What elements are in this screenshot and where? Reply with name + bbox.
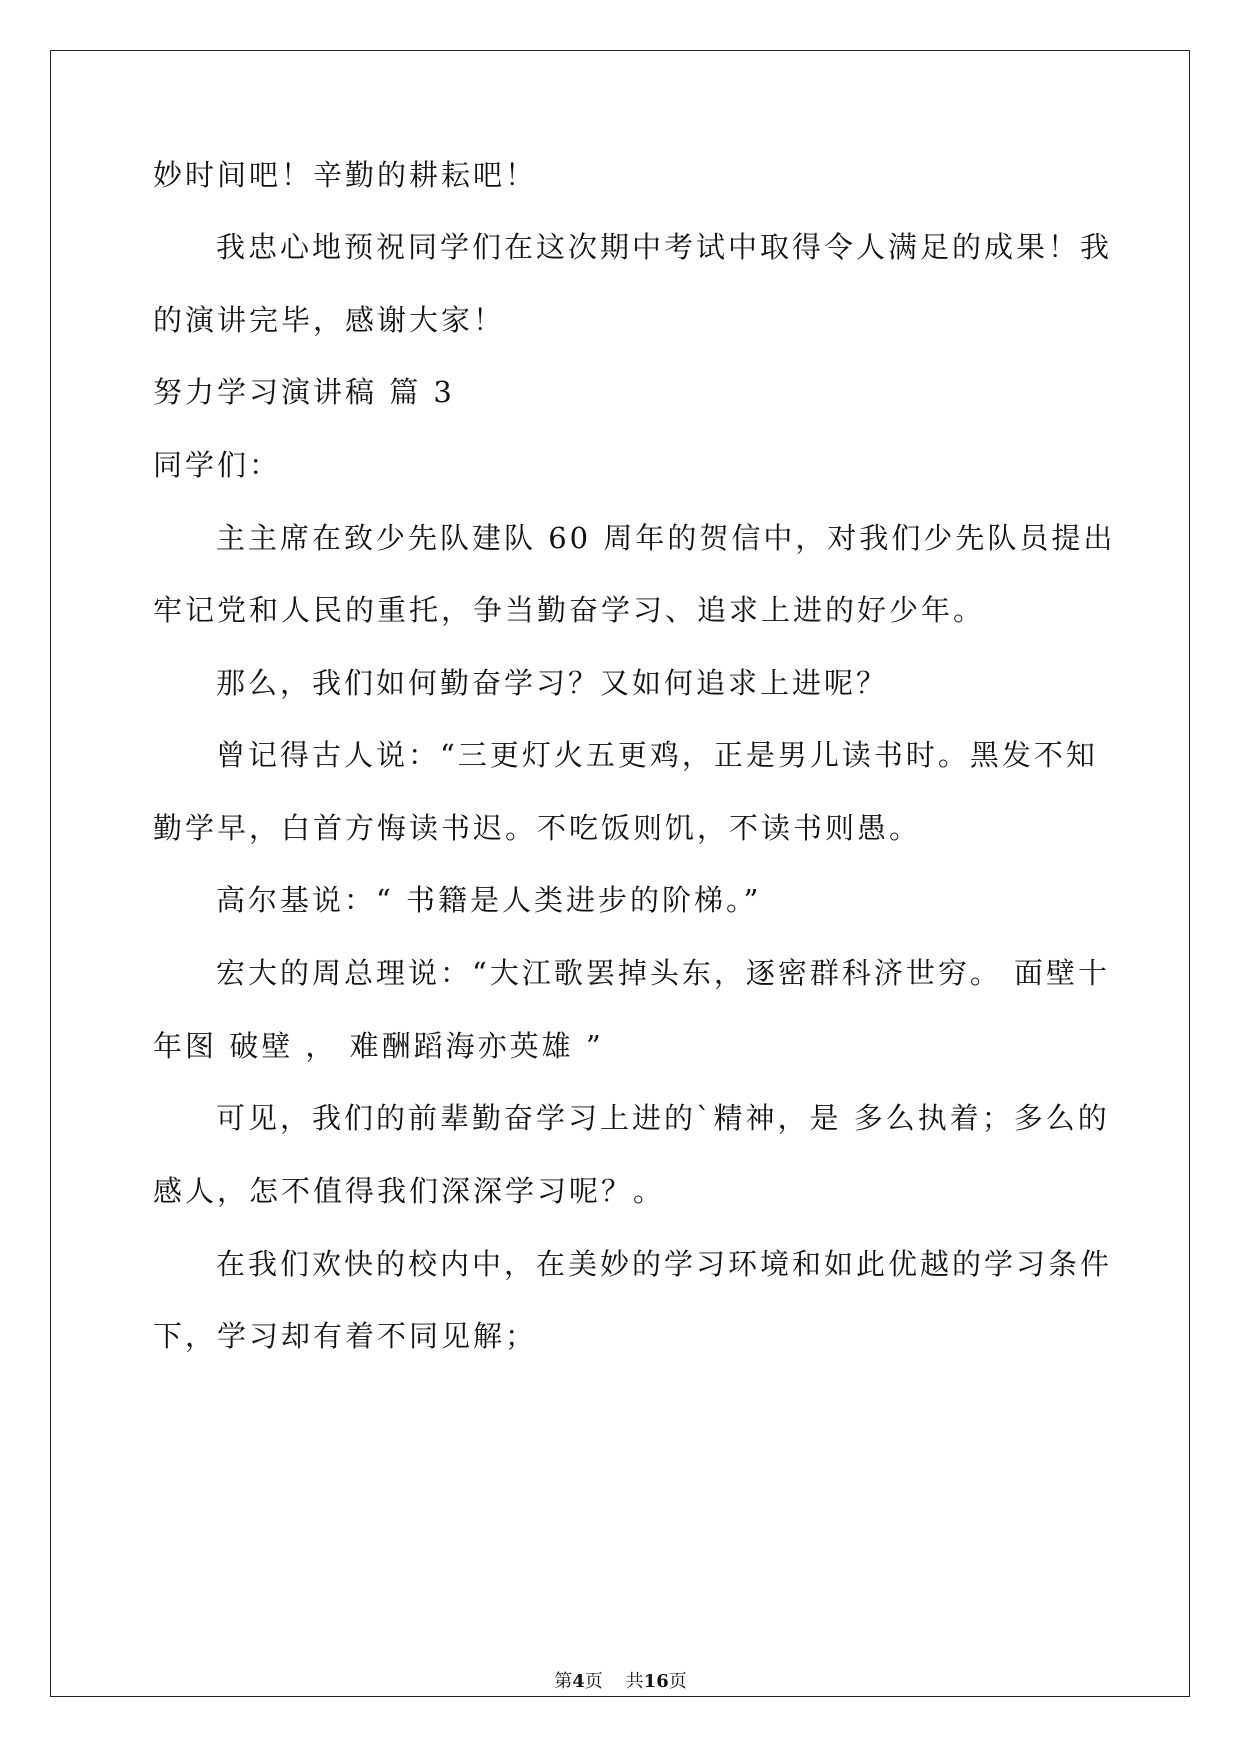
page-border bbox=[50, 50, 1190, 1697]
total-suffix: 页 bbox=[668, 1671, 687, 1692]
text-line: 曾记得古人说：“三更灯火五更鸡，正是男儿读书时。黑发不知 bbox=[216, 738, 1098, 772]
text-line: 宏大的周总理说：“大江歌罢掉头东，逐密群科济世穷。 面壁十 bbox=[216, 956, 1111, 990]
page-number: 4 bbox=[572, 1671, 585, 1692]
text-line: 主主席在致少先队建队 60 周年的贺信中，对我们少先队员提出 bbox=[216, 521, 1116, 555]
text-line: 可见，我们的前辈勤奋学习上进的`精神，是 多么执着；多么的 bbox=[216, 1101, 1110, 1135]
total-prefix: 共 bbox=[625, 1671, 644, 1692]
text-line: 的演讲完毕，感谢大家！ bbox=[153, 303, 506, 337]
page-prefix: 第 bbox=[554, 1671, 573, 1692]
text-line: 勤学早，白首方悔读书迟。不吃饭则饥，不读书则愚。 bbox=[153, 811, 922, 845]
total-pages: 16 bbox=[643, 1671, 669, 1692]
text-line: 牢记党和人民的重托，争当勤奋学习、追求上进的好少年。 bbox=[153, 593, 986, 627]
section-heading: 努力学习演讲稿 篇 3 bbox=[153, 375, 455, 409]
text-line: 我忠心地预祝同学们在这次期中考试中取得令人满足的成果！我 bbox=[216, 230, 1113, 264]
text-line: 妙时间吧！辛勤的耕耘吧！ bbox=[153, 158, 538, 192]
page-footer bbox=[0, 1670, 1241, 1694]
text-line: 年图 破壁 ， 难酬蹈海亦英雄 ” bbox=[153, 1029, 604, 1063]
salutation: 同学们： bbox=[153, 448, 282, 482]
page-suffix: 页 bbox=[584, 1671, 603, 1692]
text-line: 下，学习却有着不同见解； bbox=[153, 1319, 538, 1353]
text-line: 那么，我们如何勤奋学习？又如何追求上进呢？ bbox=[216, 666, 889, 700]
text-line: 高尔基说：“ 书籍是人类进步的阶梯。” bbox=[216, 883, 762, 917]
text-line: 感人，怎不值得我们深深学习呢？。 bbox=[153, 1174, 666, 1208]
text-line: 在我们欢快的校内中，在美妙的学习环境和如此优越的学习条件 bbox=[216, 1247, 1113, 1281]
